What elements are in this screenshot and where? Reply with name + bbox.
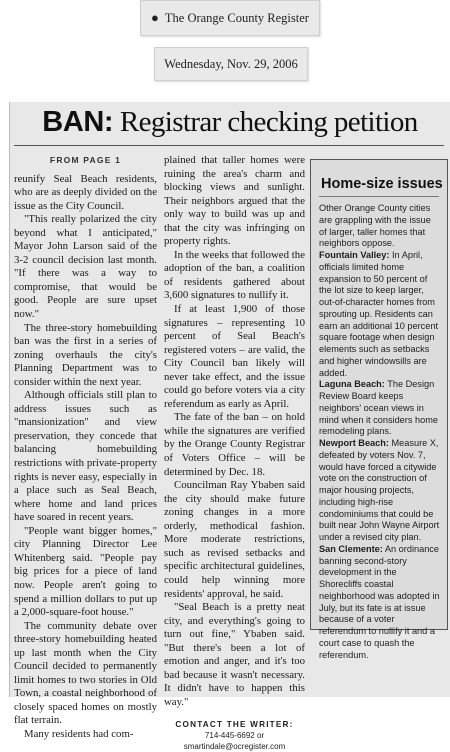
from-page-label: FROM PAGE 1 — [49, 155, 122, 165]
sidebar-entry-place: San Clemente: — [319, 543, 383, 554]
sidebar-body — [319, 203, 441, 661]
paragraph: The three-story homebuilding ban was the first in a series of zoning overhauls the city's Planning Department was to consider within the next year. — [14, 321, 157, 388]
paragraph: In the weeks that followed the adoption of the ban, a coalition of residents gathered about 3,600 signatures to nullify it. — [164, 248, 305, 302]
paragraph: Councilman Ray Ybaben said the city should make future zoning changes in a more orderly, methodical fashion. More moderate restrictions, such as revised setbacks and specific architectural guidelines, could help winning more residents' approval, he said. — [164, 479, 305, 600]
contact-phone: 714-445-6692 or — [204, 731, 265, 741]
paragraph: "People want bigger homes," city Planning Director Lee Whitenberg said. "People pay big prices for a piece of land now. People aren't going to spend a million dollars to put up a 2,000-square-foot house." — [14, 524, 157, 619]
sidebar-entry-place: Laguna Beach: — [319, 379, 385, 390]
sidebar-entry-place: Newport Beach: — [319, 438, 389, 448]
sidebar-entry — [319, 250, 441, 379]
article-column-1 — [14, 154, 157, 742]
sidebar-entry-text: In April, officials limited home expansion to 50 percent of the lot size to keep larger, out-of-character homes from sprouting up. Residents can earn an additional 10 percent square footage when design elements such as setbacks and higher windowsills are added. — [319, 250, 439, 378]
headline-rule — [14, 145, 444, 146]
paragraph: "This really polarized the city beyond what I anticipated," Mayor John Larson said of the 3-2 council decision last month. "If there was a way to compromise, that would be good. People are sure upset now." — [14, 213, 157, 321]
paragraph: Although officials still plan to address issues such as "mansionization" and view preservation, they concede that balancing homebuilding restrictions with private-property rights is never easy, especially in a place such as Seal Beach, where home and land prices have soared in recent years. — [14, 389, 157, 524]
paragraph: If at least 1,900 of those signatures – representing 10 percent of Seal Beach's registered voters – are valid, the City Council ban likely will never take effect, and the issue could go before voters via a city referendum as early as April. — [164, 303, 305, 410]
headline-text: Registrar checking petition — [113, 106, 418, 138]
sidebar-rule — [319, 196, 439, 197]
contact-email: smartindale@ocregister.com — [183, 742, 286, 752]
paragraph: plained that taller homes were ruining the area's charm and blocking views and sunlight. Their neighbors argued that the only way to build was up and that the city was infringing on property rights. — [164, 154, 305, 248]
sidebar-entry — [319, 379, 441, 438]
contact-title: CONTACT THE WRITER: — [175, 720, 294, 730]
newspaper-name-line — [141, 10, 319, 26]
article-clipping — [9, 102, 450, 752]
sidebar-entry-text: The Design Review Board keeps neighbors' ocean views in mind when it considers home remodeling plans. — [319, 379, 438, 437]
article-column-2 — [164, 154, 305, 752]
sidebar-title: Home-size issues — [321, 176, 443, 192]
paragraph: The fate of the ban – on hold while the signatures are verified by the Orange County Registrar of Voters Office – will be determined by Dec. 18. — [164, 411, 305, 478]
bullet-icon: ● — [151, 10, 159, 25]
publication-date: Wednesday, Nov. 29, 2006 — [164, 57, 298, 71]
headline-prefix: BAN: — [42, 106, 114, 138]
paragraph: "Seal Beach is a pretty neat city, and everything's going to turn out fine," Ybaben said. "But there's been a lot of emotion and anger, and it's too bad because it wasn't necessary. It didn't have to happen this way." — [164, 601, 305, 708]
sidebar-entry-place: Fountain Valley: — [319, 250, 390, 260]
sidebar-entry-text: Measure X, defeated by voters Nov. 7, would have forced a citywide vote on the construction of major housing projects, including high-rise condominiums that could be built near John Wayne Airport under a revised city plan. — [319, 438, 440, 542]
sidebar-entry-text: An ordinance banning second-story development in the Shorecliffs coastal neighborhood was adopted in July, but its fate is at issue because of a voter referendum to nullify it and a court case to quash the referendum. — [319, 543, 440, 660]
sidebar-entry — [319, 544, 441, 662]
sidebar-intro: Other Orange County cities are grappling with the issue of larger, taller homes that neighbors oppose. — [319, 203, 431, 249]
headline — [10, 106, 450, 139]
sidebar-entry — [319, 438, 441, 544]
paragraph: reunify Seal Beach residents, who are as deeply divided on the issue as the City Council. — [14, 172, 157, 212]
newspaper-name: The Orange County Register — [164, 11, 309, 25]
newspaper-name-clipping — [140, 0, 320, 36]
paragraph: The community debate over three-story homebuilding heated up last month when the City Council decided to permanently limit homes to two stories in Old Town, a coastal neighborhood of closely spaced homes on mostly flat terrain. — [14, 619, 157, 727]
date-clipping — [154, 47, 308, 81]
contact-writer-block — [164, 719, 305, 752]
paragraph: Many residents had com- — [24, 727, 134, 740]
home-size-sidebar — [310, 159, 448, 660]
